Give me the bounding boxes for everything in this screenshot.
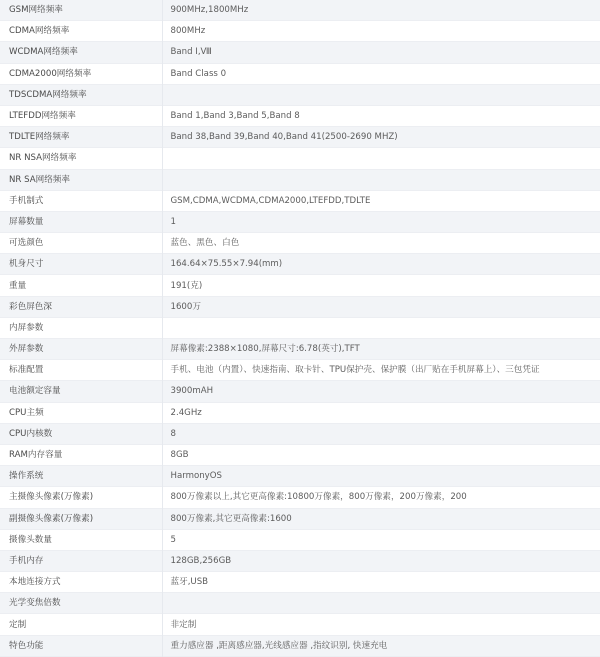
spec-row-camera-count — [0, 529, 600, 550]
spec-label: NR SA网络频率 — [0, 169, 162, 190]
spec-value: Band Ⅰ,Ⅷ — [162, 42, 600, 63]
spec-value: 800MHz — [162, 21, 600, 42]
spec-row-battery — [0, 381, 600, 402]
spec-label: CDMA2000网络频率 — [0, 63, 162, 84]
spec-label: 副摄像头像素(万像素) — [0, 508, 162, 529]
spec-row-cdma — [0, 21, 600, 42]
spec-label: TDLTE网络频率 — [0, 127, 162, 148]
spec-value: GSM,CDMA,WCDMA,CDMA2000,LTEFDD,TDLTE — [162, 190, 600, 211]
spec-value: 屏幕像素:2388×1080,屏幕尺寸:6.78(英寸),TFT — [162, 339, 600, 360]
spec-value — [162, 169, 600, 190]
spec-row-wcdma — [0, 42, 600, 63]
spec-value: HarmonyOS — [162, 466, 600, 487]
spec-label: WCDMA网络频率 — [0, 42, 162, 63]
spec-row-screen-count — [0, 211, 600, 232]
spec-row-network-modes — [0, 190, 600, 211]
spec-value — [162, 148, 600, 169]
spec-label: CPU主频 — [0, 402, 162, 423]
spec-label: LTEFDD网络频率 — [0, 105, 162, 126]
spec-value: 5 — [162, 529, 600, 550]
spec-value: Band 38,Band 39,Band 40,Band 41(2500-2690 MHZ) — [162, 127, 600, 148]
spec-label: 摄像头数量 — [0, 529, 162, 550]
spec-row-inner-screen — [0, 317, 600, 338]
spec-row-customized — [0, 614, 600, 635]
spec-label: 彩色屏色深 — [0, 296, 162, 317]
spec-label: CDMA网络频率 — [0, 21, 162, 42]
spec-row-os — [0, 466, 600, 487]
spec-label: 本地连接方式 — [0, 572, 162, 593]
spec-row-ram — [0, 444, 600, 465]
spec-value: 3900mAH — [162, 381, 600, 402]
spec-value: 191(克) — [162, 275, 600, 296]
spec-label: 电池额定容量 — [0, 381, 162, 402]
spec-row-gsm — [0, 0, 600, 21]
spec-row-ltefdd — [0, 105, 600, 126]
spec-value: 2.4GHz — [162, 402, 600, 423]
spec-row-cdma2000 — [0, 63, 600, 84]
spec-row-cpu-cores — [0, 423, 600, 444]
spec-value: 8GB — [162, 444, 600, 465]
spec-value: 800万像素,其它更高像素:1600 — [162, 508, 600, 529]
spec-row-optical-zoom — [0, 593, 600, 614]
spec-label: 重量 — [0, 275, 162, 296]
spec-label: 可选颜色 — [0, 233, 162, 254]
spec-row-dimensions — [0, 254, 600, 275]
spec-value: 8 — [162, 423, 600, 444]
spec-value — [162, 84, 600, 105]
spec-row-cpu-freq — [0, 402, 600, 423]
spec-value: 重力感应器 ,距离感应器,光线感应器 ,指纹识别, 快速充电 — [162, 635, 600, 656]
spec-value: 1 — [162, 211, 600, 232]
spec-row-main-camera — [0, 487, 600, 508]
spec-row-storage — [0, 550, 600, 571]
spec-row-features — [0, 635, 600, 656]
spec-label: 内屏参数 — [0, 317, 162, 338]
spec-label: 外屏参数 — [0, 339, 162, 360]
spec-value: 1600万 — [162, 296, 600, 317]
spec-label: 特色功能 — [0, 635, 162, 656]
spec-label: 机身尺寸 — [0, 254, 162, 275]
spec-row-nr-sa — [0, 169, 600, 190]
spec-row-front-camera — [0, 508, 600, 529]
spec-row-standard-config — [0, 360, 600, 381]
spec-label: 手机制式 — [0, 190, 162, 211]
spec-row-tdscdma — [0, 84, 600, 105]
spec-row-tdlte — [0, 127, 600, 148]
spec-label: 标准配置 — [0, 360, 162, 381]
spec-value — [162, 593, 600, 614]
spec-value: Band 1,Band 3,Band 5,Band 8 — [162, 105, 600, 126]
spec-value: 非定制 — [162, 614, 600, 635]
spec-label: 主摄像头像素(万像素) — [0, 487, 162, 508]
spec-value: 900MHz,1800MHz — [162, 0, 600, 21]
spec-value: 800万像素以上,其它更高像素:10800万像素，800万像素，200万像素，200 — [162, 487, 600, 508]
spec-label: CPU内核数 — [0, 423, 162, 444]
spec-label: NR NSA网络频率 — [0, 148, 162, 169]
spec-value: 128GB,256GB — [162, 550, 600, 571]
spec-label: GSM网络频率 — [0, 0, 162, 21]
spec-value: 164.64×75.55×7.94(mm) — [162, 254, 600, 275]
spec-label: RAM内存容量 — [0, 444, 162, 465]
spec-label: 屏幕数量 — [0, 211, 162, 232]
spec-label: 光学变焦倍数 — [0, 593, 162, 614]
spec-value: 蓝牙,USB — [162, 572, 600, 593]
spec-value — [162, 317, 600, 338]
spec-value: 蓝色、黑色、白色 — [162, 233, 600, 254]
spec-row-connectivity — [0, 572, 600, 593]
spec-value: Band Class 0 — [162, 63, 600, 84]
spec-row-nr-nsa — [0, 148, 600, 169]
spec-row-outer-screen — [0, 339, 600, 360]
spec-row-color-depth — [0, 296, 600, 317]
spec-label: 操作系统 — [0, 466, 162, 487]
spec-label: TDSCDMA网络频率 — [0, 84, 162, 105]
spec-row-weight — [0, 275, 600, 296]
spec-row-colors — [0, 233, 600, 254]
spec-value: 手机、电池（内置）、快速指南、取卡针、TPU保护壳、保护膜（出厂贴在手机屏幕上）、三包凭证 — [162, 360, 600, 381]
spec-label: 定制 — [0, 614, 162, 635]
spec-label: 手机内存 — [0, 550, 162, 571]
